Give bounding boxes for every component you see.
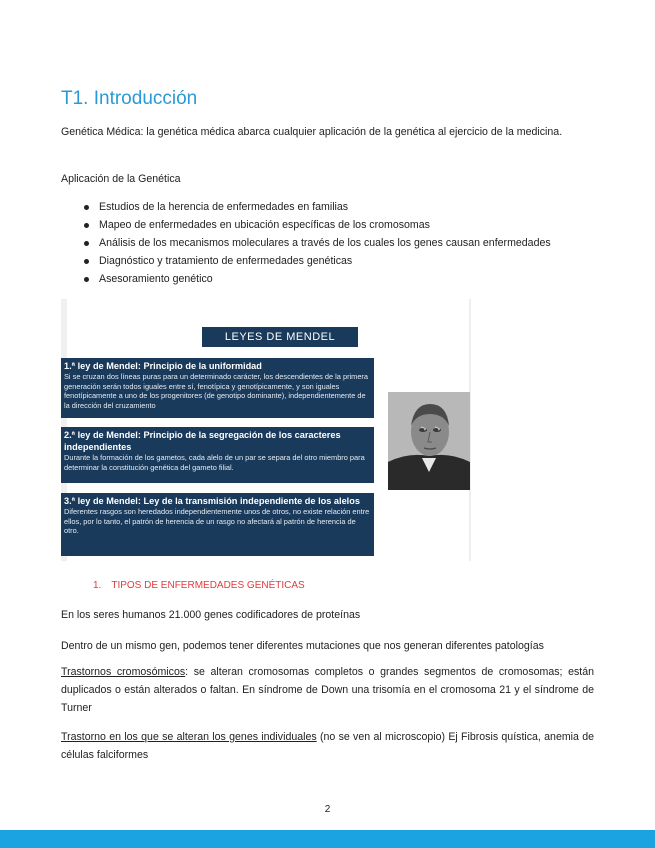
mendel-header: LEYES DE MENDEL	[202, 327, 358, 347]
law-box-3	[61, 493, 374, 556]
footer-bar	[0, 830, 655, 848]
page-number: 2	[324, 804, 331, 815]
law-text: Si se cruzan dos líneas puras para un determinado carácter, los descendientes de la primera generación serán todos iguales entre sí, fenotípica y genotípicamente, y son iguales fenotípicamente a uno de los progenitores (de genotipo dominante), independientemente de la dirección del cruzamiento	[64, 372, 369, 410]
law-title: 3.ª ley de Mendel: Ley de la transmisión independiente de los alelos	[64, 496, 360, 506]
law-box-1	[61, 358, 374, 418]
list-item: Análisis de los mecanismos moleculares a través de los cuales los genes causan enfermedades	[61, 234, 551, 252]
list-item: Asesoramiento genético	[61, 270, 551, 288]
law-text: Diferentes rasgos son heredados independientemente unos de otros, no existe relación entre ellos, por lo tanto, el patrón de herencia de un rasgo no afectará al patrón de herencia de otro.	[64, 507, 370, 536]
mendel-laws-image	[61, 299, 471, 561]
law-text: Durante la formación de los gametos, cada alelo de un par se separa del otro miembro para determinar la constitución genética del gameto filial.	[64, 453, 365, 472]
bullet-icon	[84, 259, 89, 264]
bullet-icon	[84, 241, 89, 246]
paragraph-genes: En los seres humanos 21.000 genes codificadores de proteínas	[61, 609, 361, 621]
applications-heading: Aplicación de la Genética	[61, 173, 181, 185]
portrait-illustration	[388, 392, 470, 490]
page-title: T1. Introducción	[61, 88, 198, 109]
bullet-icon	[84, 277, 89, 282]
list-item: Mapeo de enfermedades en ubicación específicas de los cromosomas	[61, 216, 551, 234]
term-chromosomal: Trastornos cromosómicos	[61, 666, 186, 678]
law-title: 1.ª ley de Mendel: Principio de la uniformidad	[64, 361, 262, 371]
term-single-gene: Trastorno en los que se alteran los genes individuales	[61, 731, 317, 743]
paragraph-mutations: Dentro de un mismo gen, podemos tener diferentes mutaciones que nos generan diferentes patologías	[61, 640, 544, 652]
applications-list	[61, 198, 551, 288]
list-item: Estudios de la herencia de enfermedades en familias	[61, 198, 551, 216]
section-number: 1.	[93, 580, 102, 591]
paragraph-single-gene: Trastorno en los que se alteran los genes individuales (no se ven al microscopio) Ej Fibrosis quística, anemia de células falciformes	[61, 731, 594, 761]
paragraph-chromosomal: Trastornos cromosómicos: se alteran cromosomas completos o grandes segmentos de cromosomas; están duplicados o están alterados o faltan. En síndrome de Down una trisomía en el cromosoma 21 y el síndrome de Turner	[61, 666, 594, 714]
intro-paragraph: Genética Médica: la genética médica abarca cualquier aplicación de la genética al ejercicio de la medicina.	[61, 126, 563, 138]
law-box-2	[61, 427, 374, 483]
list-item: Diagnóstico y tratamiento de enfermedades genéticas	[61, 252, 551, 270]
mendel-portrait	[388, 392, 470, 490]
bullet-icon	[84, 205, 89, 210]
section-title: TIPOS DE ENFERMEDADES GENÉTICAS	[111, 580, 305, 591]
law-title: 2.ª ley de Mendel: Principio de la segregación de los caracteres independientes	[64, 430, 341, 452]
section-heading	[93, 580, 305, 591]
bullet-icon	[84, 223, 89, 228]
